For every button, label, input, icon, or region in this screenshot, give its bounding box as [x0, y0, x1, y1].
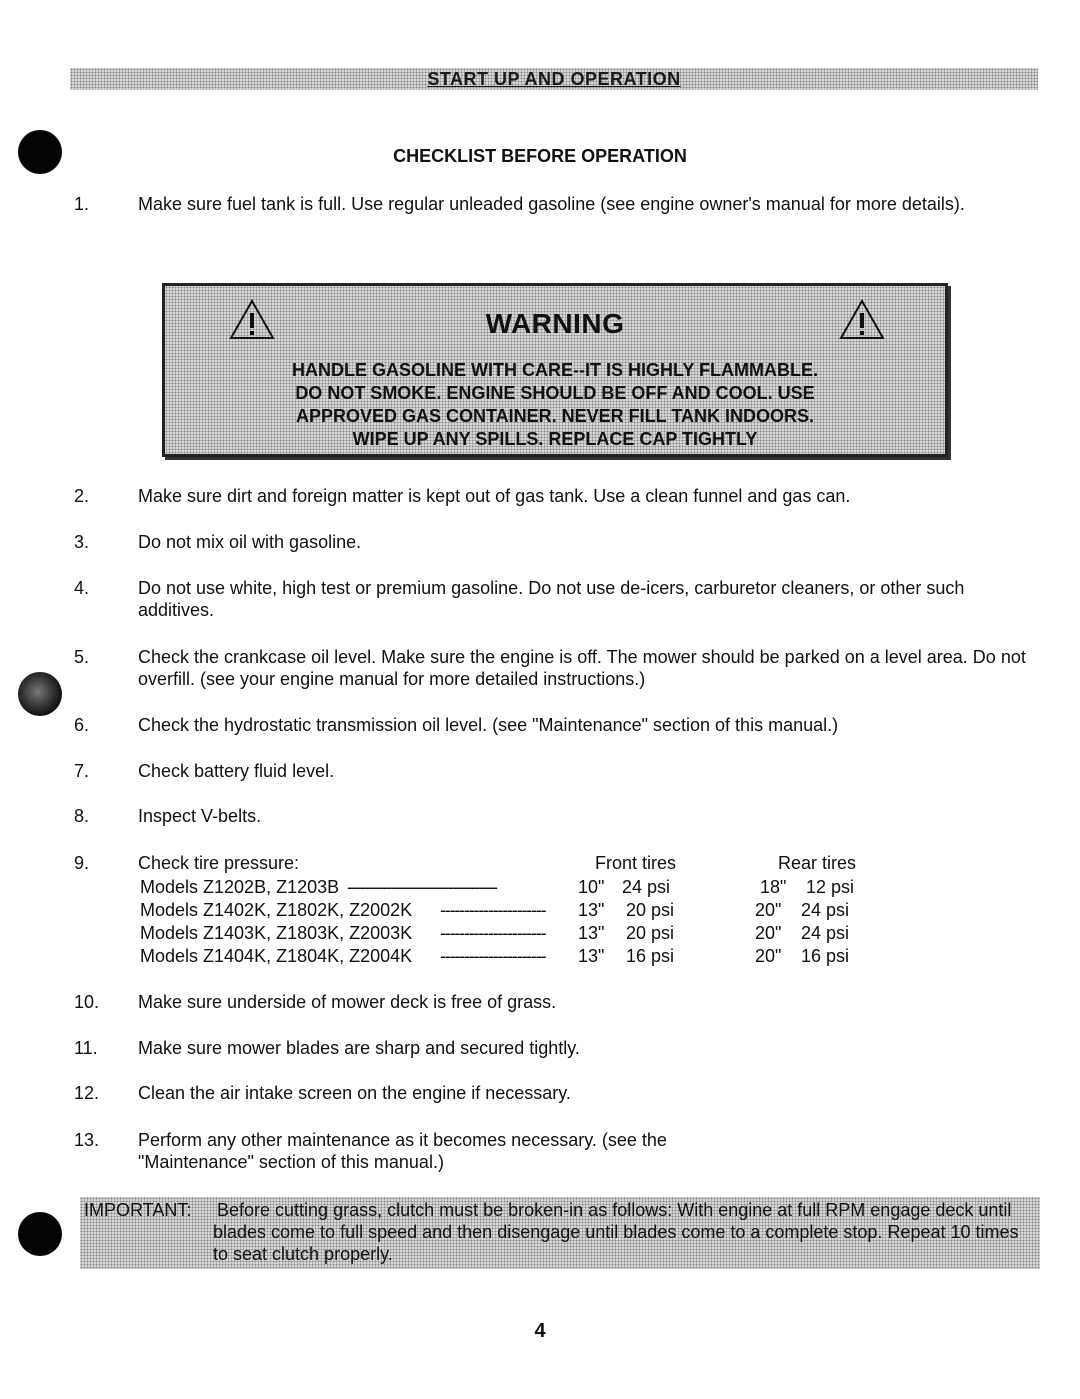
front-psi: 20 psi [626, 900, 675, 920]
important-note [80, 1197, 1040, 1269]
tire-dashes: ---------------------- [440, 946, 546, 966]
front-size: 13" [578, 946, 605, 966]
item-number: 9. [74, 853, 90, 873]
tire-dashes: ---------------------------------- [347, 877, 497, 897]
front-psi: 20 psi [626, 923, 675, 943]
item-number: 13. [74, 1130, 100, 1150]
warning-line: DO NOT SMOKE. ENGINE SHOULD BE OFF AND COOL. USE [295, 383, 815, 403]
item-text: Make sure mower blades are sharp and secured tightly. [138, 1038, 580, 1058]
rear-size: 20" [755, 900, 782, 920]
front-psi: 24 psi [622, 877, 671, 897]
front-psi: 16 psi [626, 946, 675, 966]
tire-dashes: ---------------------- [440, 923, 546, 943]
item-text: Check tire pressure: [138, 853, 300, 873]
page-number: 4 [534, 1320, 546, 1342]
rear-psi: 24 psi [801, 900, 850, 920]
item-number: 6. [74, 715, 90, 735]
important-label: IMPORTANT: [84, 1200, 192, 1220]
item-number: 11. [74, 1038, 98, 1058]
rear-psi: 16 psi [801, 946, 850, 966]
rear-size: 20" [755, 946, 782, 966]
rear-tires-header: Rear tires [778, 853, 857, 873]
warning-line: WIPE UP ANY SPILLS. REPLACE CAP TIGHTLY [352, 429, 758, 449]
item-number: 5. [74, 647, 90, 667]
front-size: 10" [578, 877, 605, 897]
tire-models: Models Z1404K, Z1804K, Z2004K [140, 946, 413, 966]
item-text: Do not use white, high test or premium gasoline. Do not use de-icers, carburetor cleaners, or other such additives. [138, 578, 965, 620]
tire-models: Models Z1202B, Z1203B [140, 877, 340, 897]
warning-box [162, 283, 948, 457]
checklist-heading: CHECKLIST BEFORE OPERATION [393, 146, 687, 166]
warning-line: HANDLE GASOLINE WITH CARE--IT IS HIGHLY FLAMMABLE. [292, 360, 818, 380]
item-text: Do not mix oil with gasoline. [138, 532, 362, 552]
item-number: 3. [74, 532, 90, 552]
item-text: Inspect V-belts. [138, 806, 262, 826]
front-tires-header: Front tires [595, 853, 677, 873]
punch-hole [18, 1212, 62, 1256]
tire-models: Models Z1403K, Z1803K, Z2003K [140, 923, 413, 943]
warning-line: APPROVED GAS CONTAINER. NEVER FILL TANK INDOORS. [295, 406, 815, 426]
item-text: Check the hydrostatic transmission oil level. (see "Maintenance" section of this manual.) [138, 715, 839, 735]
rear-size: 18" [760, 877, 787, 897]
item-number: 12. [74, 1083, 100, 1103]
item-text: Check the crankcase oil level. Make sure the engine is off. The mower should be parked on a level area. Do not overfill. (see your engine manual for more detailed instructions.) [138, 647, 1026, 689]
item-text: Make sure dirt and foreign matter is kept out of gas tank. Use a clean funnel and gas can. [138, 486, 851, 506]
rear-psi: 24 psi [801, 923, 850, 943]
item-text: Make sure fuel tank is full. Use regular unleaded gasoline (see engine owner's manual for more details). [138, 194, 965, 214]
punch-hole [18, 672, 62, 716]
important-text: Before cutting grass, clutch must be broken-in as follows: With engine at full RPM engage deck until blades come to full speed and then disengage until blades come to a complete stop. Repeat 10 times to seat clutch properly. [213, 1200, 1019, 1264]
item-number: 10. [74, 992, 100, 1012]
item-number: 1. [74, 194, 90, 214]
item-text: Make sure underside of mower deck is free of grass. [138, 992, 557, 1012]
warning-title: WARNING [485, 308, 625, 339]
rear-psi: 12 psi [806, 877, 855, 897]
item-text: Check battery fluid level. [138, 761, 335, 781]
item-text: Clean the air intake screen on the engine if necessary. [138, 1083, 571, 1103]
tire-dashes: ---------------------- [440, 900, 546, 920]
item-text: Perform any other maintenance as it becomes necessary. (see the "Maintenance" section of this manual.) [138, 1130, 667, 1172]
item-number: 4. [74, 578, 90, 598]
front-size: 13" [578, 923, 605, 943]
item-number: 2. [74, 486, 90, 506]
rear-size: 20" [755, 923, 782, 943]
tire-models: Models Z1402K, Z1802K, Z2002K [140, 900, 413, 920]
section-title: START UP AND OPERATION [427, 69, 681, 89]
section-title-banner [70, 68, 1038, 90]
item-number: 8. [74, 806, 90, 826]
front-size: 13" [578, 900, 605, 920]
item-number: 7. [74, 761, 90, 781]
